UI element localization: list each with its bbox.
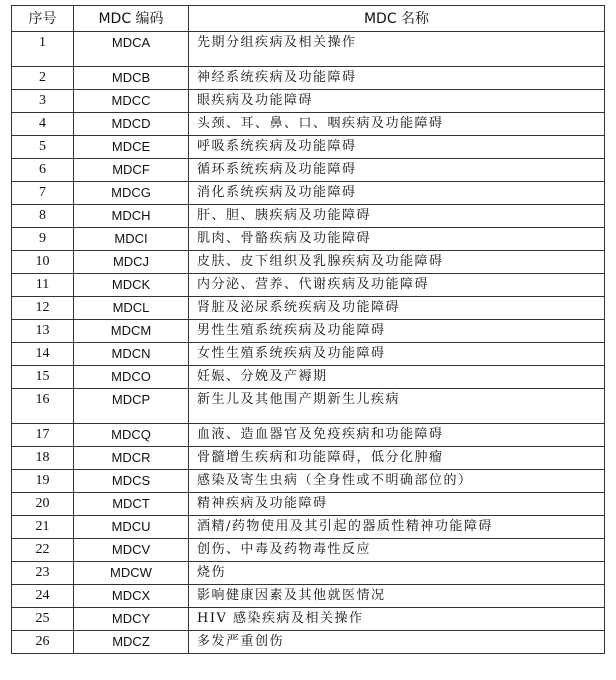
row-name: 创伤、中毒及药物毒性反应 bbox=[189, 539, 605, 562]
row-name: 肌肉、骨骼疾病及功能障碍 bbox=[189, 228, 605, 251]
row-code: MDCP bbox=[74, 389, 189, 424]
row-name: 肝、胆、胰疾病及功能障碍 bbox=[189, 205, 605, 228]
row-code: MDCE bbox=[74, 136, 189, 159]
table-row bbox=[12, 32, 605, 67]
mdc-table-container bbox=[11, 5, 604, 654]
header-serial-number: 序号 bbox=[12, 6, 74, 32]
header-mdc-name: MDC 名称 bbox=[189, 6, 605, 32]
row-code: MDCN bbox=[74, 343, 189, 366]
row-number: 12 bbox=[12, 297, 74, 320]
row-code: MDCG bbox=[74, 182, 189, 205]
row-code: MDCI bbox=[74, 228, 189, 251]
row-code: MDCS bbox=[74, 470, 189, 493]
row-number: 19 bbox=[12, 470, 74, 493]
row-code: MDCH bbox=[74, 205, 189, 228]
header-row bbox=[12, 6, 605, 32]
row-number: 15 bbox=[12, 366, 74, 389]
table-row bbox=[12, 320, 605, 343]
row-name: 神经系统疾病及功能障碍 bbox=[189, 67, 605, 90]
row-name: 眼疾病及功能障碍 bbox=[189, 90, 605, 113]
row-name: 酒精/药物使用及其引起的器质性精神功能障碍 bbox=[189, 516, 605, 539]
row-code: MDCM bbox=[74, 320, 189, 343]
row-code: MDCW bbox=[74, 562, 189, 585]
row-code: MDCU bbox=[74, 516, 189, 539]
row-code: MDCV bbox=[74, 539, 189, 562]
row-number: 2 bbox=[12, 67, 74, 90]
table-row bbox=[12, 67, 605, 90]
table-row bbox=[12, 274, 605, 297]
table-body bbox=[12, 32, 605, 654]
row-number: 26 bbox=[12, 631, 74, 654]
row-number: 3 bbox=[12, 90, 74, 113]
row-name: 精神疾病及功能障碍 bbox=[189, 493, 605, 516]
table-row bbox=[12, 447, 605, 470]
row-number: 24 bbox=[12, 585, 74, 608]
row-code: MDCF bbox=[74, 159, 189, 182]
row-number: 8 bbox=[12, 205, 74, 228]
row-name: HIV 感染疾病及相关操作 bbox=[189, 608, 605, 631]
row-name: 感染及寄生虫病（全身性或不明确部位的） bbox=[189, 470, 605, 493]
row-number: 6 bbox=[12, 159, 74, 182]
table-row bbox=[12, 470, 605, 493]
row-number: 23 bbox=[12, 562, 74, 585]
row-number: 10 bbox=[12, 251, 74, 274]
row-number: 9 bbox=[12, 228, 74, 251]
table-row bbox=[12, 539, 605, 562]
table-row bbox=[12, 251, 605, 274]
table-row bbox=[12, 424, 605, 447]
row-name: 头颈、耳、鼻、口、咽疾病及功能障碍 bbox=[189, 113, 605, 136]
table-row bbox=[12, 389, 605, 424]
table-row bbox=[12, 228, 605, 251]
table-row bbox=[12, 493, 605, 516]
row-code: MDCZ bbox=[74, 631, 189, 654]
table-row bbox=[12, 205, 605, 228]
row-code: MDCB bbox=[74, 67, 189, 90]
row-number: 4 bbox=[12, 113, 74, 136]
row-code: MDCR bbox=[74, 447, 189, 470]
row-code: MDCY bbox=[74, 608, 189, 631]
row-code: MDCJ bbox=[74, 251, 189, 274]
mdc-table bbox=[11, 5, 605, 654]
row-number: 18 bbox=[12, 447, 74, 470]
table-row bbox=[12, 343, 605, 366]
table-row bbox=[12, 366, 605, 389]
table-row bbox=[12, 113, 605, 136]
row-name: 女性生殖系统疾病及功能障碍 bbox=[189, 343, 605, 366]
row-name: 皮肤、皮下组织及乳腺疾病及功能障碍 bbox=[189, 251, 605, 274]
row-number: 11 bbox=[12, 274, 74, 297]
header-mdc-code: MDC 编码 bbox=[74, 6, 189, 32]
row-number: 5 bbox=[12, 136, 74, 159]
table-row bbox=[12, 159, 605, 182]
row-number: 22 bbox=[12, 539, 74, 562]
row-code: MDCC bbox=[74, 90, 189, 113]
row-number: 13 bbox=[12, 320, 74, 343]
row-code: MDCQ bbox=[74, 424, 189, 447]
row-code: MDCD bbox=[74, 113, 189, 136]
row-name: 内分泌、营养、代谢疾病及功能障碍 bbox=[189, 274, 605, 297]
row-name: 先期分组疾病及相关操作 bbox=[189, 32, 605, 67]
row-name: 循环系统疾病及功能障碍 bbox=[189, 159, 605, 182]
row-number: 17 bbox=[12, 424, 74, 447]
row-name: 肾脏及泌尿系统疾病及功能障碍 bbox=[189, 297, 605, 320]
row-code: MDCK bbox=[74, 274, 189, 297]
row-code: MDCT bbox=[74, 493, 189, 516]
row-name: 男性生殖系统疾病及功能障碍 bbox=[189, 320, 605, 343]
row-name: 消化系统疾病及功能障碍 bbox=[189, 182, 605, 205]
table-row bbox=[12, 90, 605, 113]
row-number: 20 bbox=[12, 493, 74, 516]
row-name: 新生儿及其他围产期新生儿疾病 bbox=[189, 389, 605, 424]
table-row bbox=[12, 562, 605, 585]
row-code: MDCX bbox=[74, 585, 189, 608]
table-row bbox=[12, 516, 605, 539]
row-number: 16 bbox=[12, 389, 74, 424]
row-number: 21 bbox=[12, 516, 74, 539]
row-name: 影响健康因素及其他就医情况 bbox=[189, 585, 605, 608]
table-row bbox=[12, 631, 605, 654]
row-number: 14 bbox=[12, 343, 74, 366]
row-number: 7 bbox=[12, 182, 74, 205]
table-row bbox=[12, 608, 605, 631]
row-number: 1 bbox=[12, 32, 74, 67]
row-name: 烧伤 bbox=[189, 562, 605, 585]
row-code: MDCA bbox=[74, 32, 189, 67]
table-row bbox=[12, 297, 605, 320]
table-row bbox=[12, 136, 605, 159]
row-name: 血液、造血器官及免疫疾病和功能障碍 bbox=[189, 424, 605, 447]
row-name: 妊娠、分娩及产褥期 bbox=[189, 366, 605, 389]
table-row bbox=[12, 182, 605, 205]
row-code: MDCL bbox=[74, 297, 189, 320]
row-name: 骨髓增生疾病和功能障碍，低分化肿瘤 bbox=[189, 447, 605, 470]
row-name: 呼吸系统疾病及功能障碍 bbox=[189, 136, 605, 159]
row-code: MDCO bbox=[74, 366, 189, 389]
table-row bbox=[12, 585, 605, 608]
row-name: 多发严重创伤 bbox=[189, 631, 605, 654]
row-number: 25 bbox=[12, 608, 74, 631]
